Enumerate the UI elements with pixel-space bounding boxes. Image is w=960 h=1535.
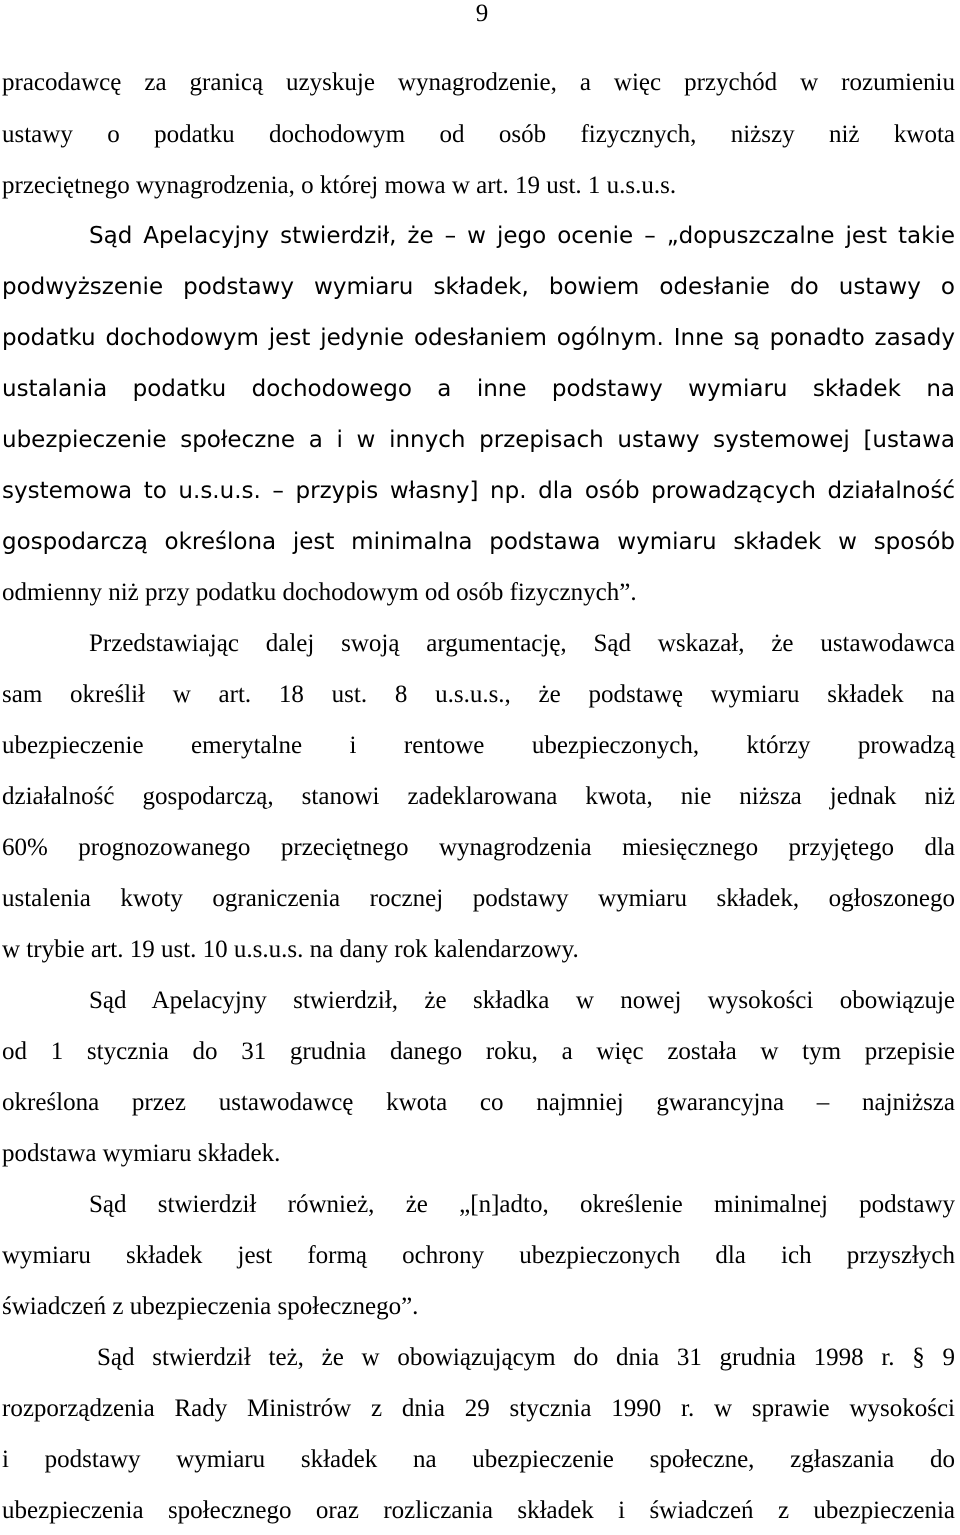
text-line: gospodarczą określona jest minimalna podstawa wymiaru składek w sposób xyxy=(2,529,955,555)
text-line: przeciętnego wynagrodzenia, o której mowa w art. 19 ust. 1 u.s.u.s. xyxy=(2,172,677,199)
text-line: Sąd stwierdził też, że w obowiązującym do dnia 31 grudnia 1998 r. § 9 xyxy=(97,1344,955,1371)
text-line: ustalania podatku dochodowego a inne podstawy wymiaru składek na xyxy=(2,376,955,402)
text-line: pracodawcę za granicą uzyskuje wynagrodzenie, a więc przychód w rozumieniu xyxy=(2,69,955,96)
text-line: świadczeń z ubezpieczenia społecznego”. xyxy=(2,1293,419,1320)
text-line: ubezpieczenia społecznego oraz rozliczania składek i świadczeń z ubezpieczenia xyxy=(2,1497,955,1524)
text-line: 60% prognozowanego przeciętnego wynagrodzenia miesięcznego przyjętego dla xyxy=(2,834,955,861)
text-line: od 1 stycznia do 31 grudnia danego roku, a więc została w tym przepisie xyxy=(2,1038,955,1065)
text-line: Sąd stwierdził również, że „[n]adto, określenie minimalnej podstawy xyxy=(89,1191,955,1218)
text-line: i podstawy wymiaru składek na ubezpieczenie społeczne, zgłaszania do xyxy=(2,1446,955,1473)
text-line: sam określił w art. 18 ust. 8 u.s.u.s., że podstawę wymiaru składek na xyxy=(2,681,955,708)
text-line: systemowa to u.s.u.s. – przypis własny] np. dla osób prowadzących działalność xyxy=(2,478,955,504)
text-line: ubezpieczenie społeczne a i w innych przepisach ustawy systemowej [ustawa xyxy=(2,427,955,453)
text-line: ustalenia kwoty ograniczenia rocznej podstawy wymiaru składek, ogłoszonego xyxy=(2,885,955,912)
text-line: Przedstawiając dalej swoją argumentację, Sąd wskazał, że ustawodawca xyxy=(89,630,955,657)
text-line: w trybie art. 19 ust. 10 u.s.u.s. na dany rok kalendarzowy. xyxy=(2,936,579,963)
text-line: Sąd Apelacyjny stwierdził, że składka w nowej wysokości obowiązuje xyxy=(89,987,955,1014)
text-line: podstawa wymiaru składek. xyxy=(2,1140,281,1167)
text-line: Sąd Apelacyjny stwierdził, że – w jego ocenie – „dopuszczalne jest takie xyxy=(89,223,955,249)
text-line: podatku dochodowym jest jedynie odesłaniem ogólnym. Inne są ponadto zasady xyxy=(2,325,955,351)
text-line: odmienny niż przy podatku dochodowym od osób fizycznych”. xyxy=(2,579,637,606)
text-line: działalność gospodarczą, stanowi zadeklarowana kwota, nie niższa jednak niż xyxy=(2,783,955,810)
text-line: podwyższenie podstawy wymiaru składek, bowiem odesłanie do ustawy o xyxy=(2,274,955,300)
text-line: ustawy o podatku dochodowym od osób fizycznych, niższy niż kwota xyxy=(2,121,955,148)
page-number: 9 xyxy=(475,0,489,27)
text-line: rozporządzenia Rady Ministrów z dnia 29 stycznia 1990 r. w sprawie wysokości xyxy=(2,1395,955,1422)
text-line: ubezpieczenie emerytalne i rentowe ubezpieczonych, którzy prowadzą xyxy=(2,732,955,759)
text-line: określona przez ustawodawcę kwota co najmniej gwarancyjna – najniższa xyxy=(2,1089,955,1116)
text-line: wymiaru składek jest formą ochrony ubezpieczonych dla ich przyszłych xyxy=(2,1242,955,1269)
